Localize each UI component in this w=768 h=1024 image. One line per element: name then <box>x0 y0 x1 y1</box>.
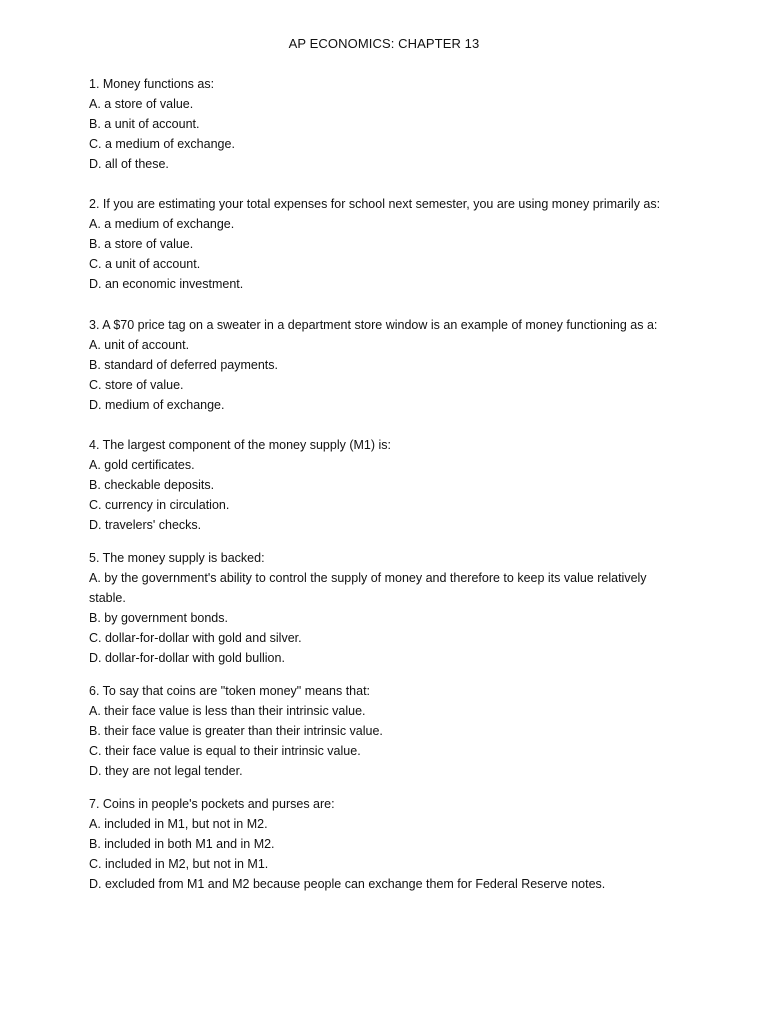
answer-option-b: B. a store of value. <box>89 237 194 251</box>
answer-option-c: C. their face value is equal to their intrinsic value. <box>89 744 361 758</box>
question-5 <box>89 548 679 668</box>
answer-option-d: D. travelers' checks. <box>89 518 202 532</box>
question-1 <box>89 74 679 174</box>
answer-option-a: A. their face value is less than their intrinsic value. <box>89 704 366 718</box>
answer-option-a: A. by the government's ability to control the supply of money and therefore to keep its value relatively stable. <box>89 571 647 605</box>
question-stem: 2. If you are estimating your total expenses for school next semester, you are using money primarily as: <box>89 197 661 211</box>
question-3 <box>89 315 679 415</box>
answer-option-c: C. dollar-for-dollar with gold and silver. <box>89 631 302 645</box>
question-4 <box>89 435 679 535</box>
question-stem: 6. To say that coins are "token money" means that: <box>89 684 371 698</box>
answer-option-d: D. dollar-for-dollar with gold bullion. <box>89 651 285 665</box>
answer-option-c: C. included in M2, but not in M1. <box>89 857 269 871</box>
answer-option-d: D. excluded from M1 and M2 because people can exchange them for Federal Reserve notes. <box>89 877 606 891</box>
answer-option-d: D. all of these. <box>89 157 169 171</box>
answer-option-d: D. an economic investment. <box>89 277 244 291</box>
page-title: AP ECONOMICS: CHAPTER 13 <box>288 36 480 51</box>
answer-option-d: D. medium of exchange. <box>89 398 225 412</box>
answer-option-a: A. a medium of exchange. <box>89 217 235 231</box>
answer-option-a: A. a store of value. <box>89 97 194 111</box>
question-stem: 1. Money functions as: <box>89 77 215 91</box>
answer-option-b: B. checkable deposits. <box>89 478 215 492</box>
answer-option-c: C. currency in circulation. <box>89 498 230 512</box>
question-stem: 7. Coins in people's pockets and purses are: <box>89 797 335 811</box>
answer-option-a: A. included in M1, but not in M2. <box>89 817 268 831</box>
question-2 <box>89 194 679 294</box>
answer-option-d: D. they are not legal tender. <box>89 764 243 778</box>
question-stem: 5. The money supply is backed: <box>89 551 265 565</box>
answer-option-b: B. their face value is greater than their intrinsic value. <box>89 724 383 738</box>
answer-option-b: B. a unit of account. <box>89 117 200 131</box>
question-stem: 4. The largest component of the money supply (M1) is: <box>89 438 392 452</box>
answer-option-b: B. by government bonds. <box>89 611 228 625</box>
answer-option-b: B. included in both M1 and in M2. <box>89 837 275 851</box>
question-6 <box>89 681 679 781</box>
question-stem: 3. A $70 price tag on a sweater in a department store window is an example of money functioning as a: <box>89 318 658 332</box>
answer-option-b: B. standard of deferred payments. <box>89 358 278 372</box>
answer-option-a: A. gold certificates. <box>89 458 195 472</box>
answer-option-a: A. unit of account. <box>89 338 190 352</box>
answer-option-c: C. a unit of account. <box>89 257 201 271</box>
answer-option-c: C. store of value. <box>89 378 184 392</box>
question-7 <box>89 794 679 894</box>
answer-option-c: C. a medium of exchange. <box>89 137 235 151</box>
